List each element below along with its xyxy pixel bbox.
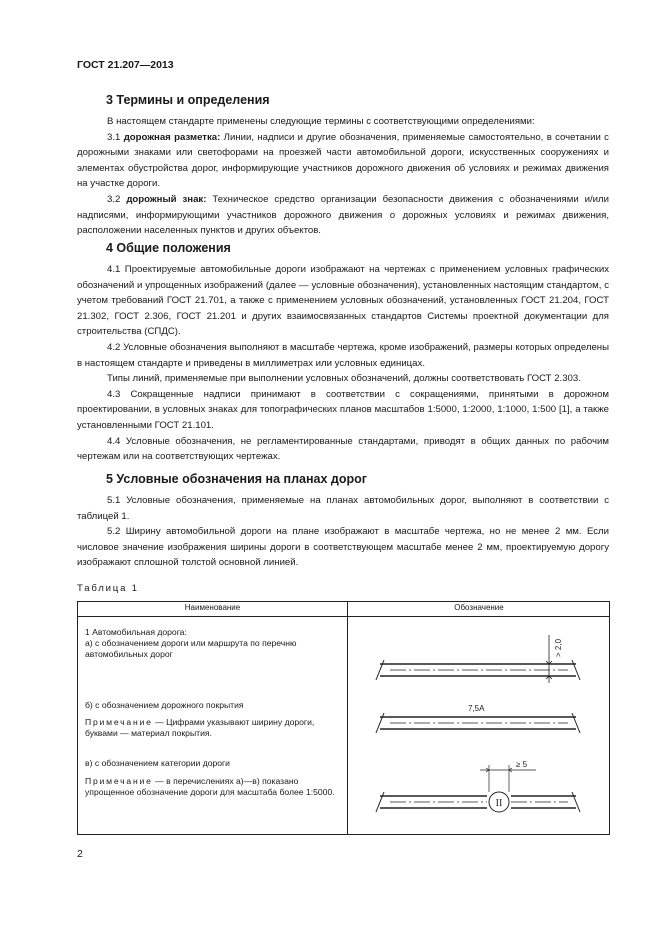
pavement-label: 7,5А (468, 704, 485, 713)
term-2-name: дорожный знак: (126, 193, 207, 205)
section-4-body (77, 262, 609, 465)
road-width-dimension: > 2,0 (554, 638, 563, 657)
road-symbols-drawing (346, 615, 608, 825)
road-symbol-a (376, 635, 580, 683)
section-5-heading: 5 Условные обозначения на планах дорог (106, 472, 367, 486)
row-1a-text: а) с обозначением дороги или маршрута по перечню автомобильных дорог (85, 638, 297, 660)
clause-4-1: 4.1 Проектируемые автомобильные дороги изображают на чертежах с применением условных графических обозначений и упрощенных изображений (далее — условные обозначения), установленных настоящим стандартом, с учетом требований ГОСТ 21.701, а также с применением условных обозначений, установленных ГОСТ 21.204, ГОСТ 21.302, ГОСТ 2.306, ГОСТ 21.201 и других взаимосвязанных стандартов Системы проектной документации для строительства (СПДС). (77, 264, 609, 338)
row-1c-note: Примечание — в перечислениях а)—в) показано упрощенное обозначение дороги для масштаба более 1:5000. (85, 776, 335, 798)
clause-5-1: 5.1 Условные обозначения, применяемые на планах автомобильных дорог, выполняют в соответствии с таблицей 1. (77, 495, 609, 522)
road-symbol-c (376, 765, 580, 812)
table-caption: Таблица 1 (77, 583, 139, 594)
section-4-heading: 4 Общие положения (106, 241, 231, 255)
section-3-heading: 3 Термины и определения (106, 93, 270, 107)
table-header-name: Наименование (184, 603, 241, 612)
clause-4-4: 4.4 Условные обозначения, не регламентированные стандартами, приводят в общих данных по рабочим чертежам или на соответствующих чертежах. (77, 435, 609, 463)
page-number: 2 (77, 848, 83, 860)
document-id: ГОСТ 21.207—2013 (77, 59, 174, 71)
section-3-intro: В настоящем стандарте применены следующие термины с соответствующими определениями: (107, 116, 535, 127)
row-1-title: 1 Автомобильная дорога: (85, 627, 187, 637)
term-1-definition: Линии, надписи и другие обозначения, применяемые самостоятельно, в сочетании с дорожными знаками или светофорами на проезжей части автомобильной дороги, искусственных сооружениях и элементах обустройства дорог, информирующие участников дорожного движения об условиях и режимах движения на участке дороги. (77, 131, 609, 190)
clause-4-2-lines: Типы линий, применяемые при выполнении условных обозначений, должны соответствовать ГОСТ 2.303. (107, 373, 581, 385)
term-2-number: 3.2 (107, 193, 127, 205)
row-1b-note: Примечание — Цифрами указывают ширину дороги, буквами — материал покрытия. (85, 717, 315, 739)
term-1-name: дорожная разметка: (123, 131, 221, 143)
road-category-label: II (495, 798, 503, 809)
category-spacing-dimension: ≥ 5 (516, 760, 528, 769)
term-1-number: 3.1 (107, 131, 124, 143)
clause-5-2: 5.2 Ширину автомобильной дороги на плане изображают в масштабе чертежа, но не менее 2 мм. Если числовое значение изображения ширины дороги в соответствующем масштабе менее 2 мм, проектируемую дорогу изображают сплошной толстой основной линией. (77, 526, 609, 569)
row-1c-text: в) с обозначением категории дороги (85, 758, 230, 768)
row-1b-text: б) с обозначением дорожного покрытия (85, 700, 244, 710)
road-symbol-b (376, 713, 580, 733)
section-3-body (77, 114, 609, 239)
clause-4-2: 4.2 Условные обозначения выполняют в масштабе чертежа, кроме изображений, размеры которых определены в настоящем стандарте и приведены в миллиметрах или условных единицах. (77, 341, 609, 369)
term-2-definition: Техническое средство организации безопасности движения с обозначениями и/или надписями, информирующими участников дорожного движения о дорожных условиях и режимах движения, расположении населенных пунктов и других объектов. (77, 193, 609, 237)
section-5-body (77, 493, 609, 571)
clause-4-3: 4.3 Сокращенные надписи принимают в соответствии с сокращениями, принятыми в дорожном проектировании, в условных знаках для топографических планов масштабов 1:5000, 1:2000, 1:1000, 1:500 [1], а также установленными ГОСТ 21.101. (77, 388, 609, 431)
table-header-symbol: Обозначение (454, 603, 504, 612)
